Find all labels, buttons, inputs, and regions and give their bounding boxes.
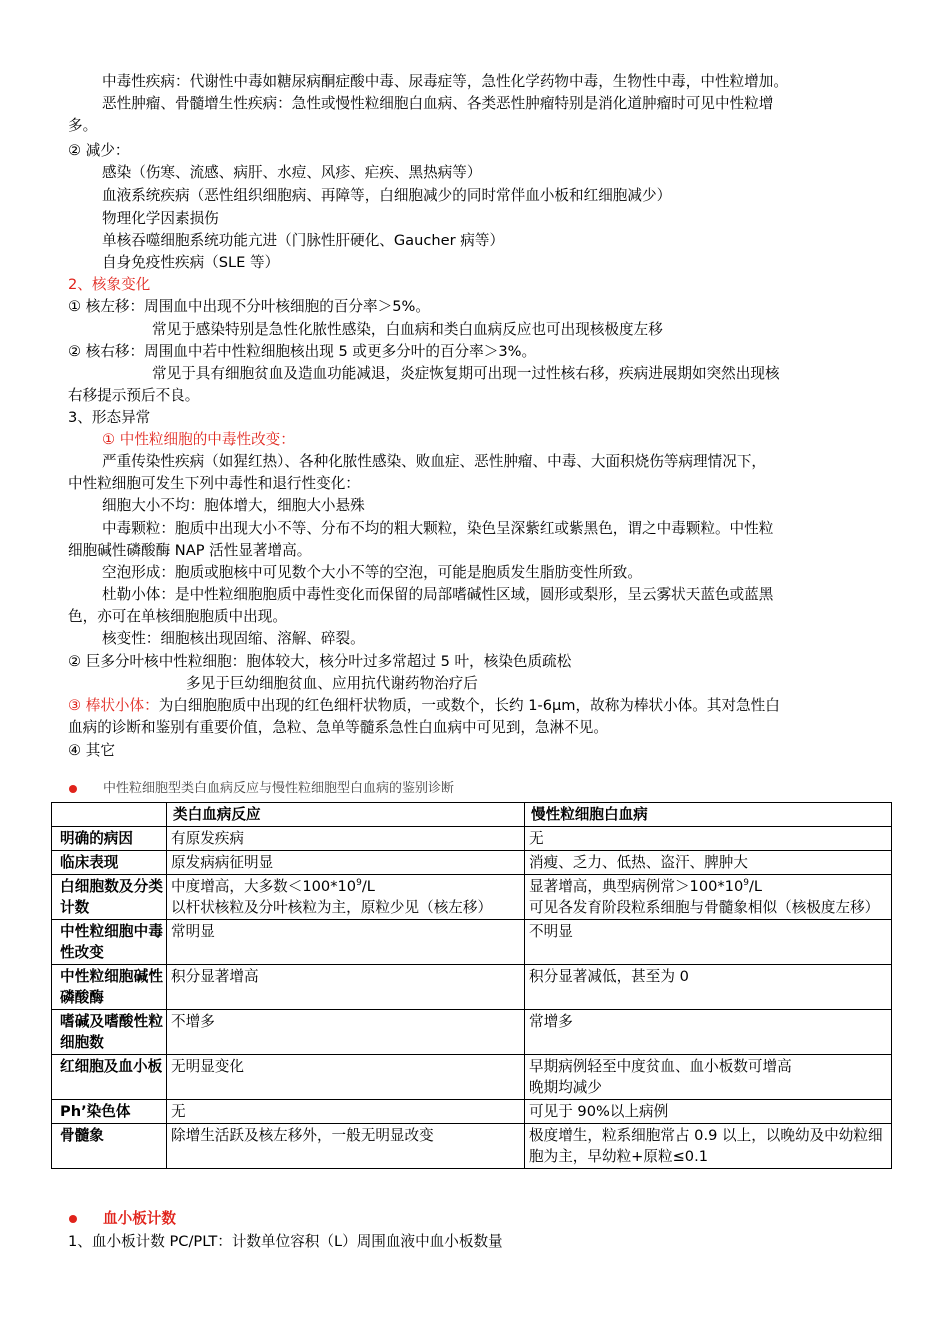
subheading-toxic-change: ① 中性粒细胞的中毒性改变： (102, 431, 295, 448)
table-cell: 积分显著增高 (167, 965, 525, 1010)
table-row (52, 875, 892, 920)
text-line: 细胞大小不均：胞体增大，细胞大小悬殊 (102, 497, 365, 514)
table-caption: 中性粒细胞型类白血病反应与慢性粒细胞型白血病的鉴别诊断 (103, 781, 455, 796)
exponent: 9 (356, 878, 362, 889)
table-cell: 无 (167, 1100, 525, 1124)
text-line: ② 核右移：周围血中若中性粒细胞核出现 5 或更多分叶的百分率＞3%。 (68, 343, 537, 360)
text-line: ④ 其它 (68, 742, 115, 759)
section-heading-nucleus-shift: 2、核象变化 (68, 276, 151, 293)
bullet-icon (69, 1215, 77, 1223)
row-label: 白细胞数及分类计数 (52, 875, 167, 920)
table-row (52, 965, 892, 1010)
header-cell: 慢性粒细胞白血病 (525, 803, 892, 827)
text-line: 色，亦可在单核细胞胞质中出现。 (68, 608, 287, 625)
table-row (52, 1100, 892, 1124)
row-label: 明确的病因 (52, 827, 167, 851)
table-cell: 不增多 (167, 1010, 525, 1055)
table-cell: 有原发疾病 (167, 827, 525, 851)
bullet-icon (69, 785, 77, 793)
table-row (52, 1010, 892, 1055)
table-cell: 无明显变化 (167, 1055, 525, 1100)
row-label: 中性粒细胞中毒性改变 (52, 920, 167, 965)
text-line: 常见于感染特别是急性化脓性感染，白血病和类白血病反应也可出现核极度左移 (152, 321, 663, 338)
text-line: 自身免疫性疾病（SLE 等） (102, 254, 280, 271)
text-line: ② 巨多分叶核中性粒细胞：胞体较大，核分叶过多常超过 5 叶，核染色质疏松 (68, 653, 572, 670)
text-line: 多见于巨幼细胞贫血、应用抗代谢药物治疗后 (186, 675, 478, 692)
table-cell (525, 875, 892, 920)
cell-text: 显著增高，典型病例常＞100*10 (529, 878, 744, 895)
text-span: 为白细胞胞质中出现的红色细杆状物质，一或数个，长约 1-6μm，故称为棒状小体。其对急性白 (158, 697, 780, 714)
text-line: 杜勒小体：是中性粒细胞胞质中毒性变化而保留的局部嗜碱性区域，圆形或梨形，呈云雾状天蓝色或蓝黑 (102, 586, 774, 603)
text-line: 血液系统疾病（恶性组织细胞病、再障等，白细胞减少的同时常伴血小板和红细胞减少） (102, 187, 672, 204)
cell-text: /L 以杆状核粒及分叶核粒为主，原粒少见（核左移） (171, 878, 493, 916)
row-label: Ph’染色体 (52, 1100, 167, 1124)
table-cell: 积分显著减低，甚至为 0 (525, 965, 892, 1010)
table-cell: 可见于 90%以上病例 (525, 1100, 892, 1124)
text-line: 多。 (68, 117, 98, 134)
text-line: ② 减少： (68, 142, 130, 159)
section-heading-morphology: 3、形态异常 (68, 409, 151, 426)
table-cell (167, 875, 525, 920)
table-row (52, 851, 892, 875)
table-cell: 除增生活跃及核左移外，一般无明显改变 (167, 1124, 525, 1169)
text-line: 核变性：细胞核出现固缩、溶解、碎裂。 (102, 630, 365, 647)
table-cell: 原发病病征明显 (167, 851, 525, 875)
row-label: 临床表现 (52, 851, 167, 875)
text-line: 中毒性疾病：代谢性中毒如糖尿病酮症酸中毒、尿毒症等，急性化学药物中毒，生物性中毒，中性粒增加。 (102, 73, 788, 90)
text-line: 感染（伤寒、流感、病肝、水痘、风疹、疟疾、黑热病等） (102, 164, 482, 181)
header-cell (52, 803, 167, 827)
table-row (52, 1055, 892, 1100)
section-heading-platelet: 血小板计数 (103, 1210, 176, 1227)
exponent: 9 (743, 878, 749, 889)
text-line: 空泡形成：胞质或胞核中可见数个大小不等的空泡，可能是胞质发生脂肪变性所致。 (102, 564, 642, 581)
text-line: 严重传染性疾病（如猩红热）、各种化脓性感染、败血症、恶性肿瘤、中毒、大面积烧伤等病理情况下， (102, 453, 767, 470)
table-cell: 无 (525, 827, 892, 851)
text-line: 单核吞噬细胞系统功能亢进（门脉性肝硬化、Gaucher 病等） (102, 232, 505, 249)
text-line: 右移提示预后不良。 (68, 387, 200, 404)
table-cell: 极度增生，粒系细胞常占 0.9 以上，以晚幼及中幼粒细胞为主，早幼粒+原粒≤0.1 (525, 1124, 892, 1169)
cell-text: 中度增高，大多数＜100*10 (171, 878, 357, 895)
text-line: 中毒颗粒：胞质中出现大小不等、分布不均的粗大颗粒，染色呈深紫红或紫黑色，谓之中毒颗粒。中性粒 (102, 520, 774, 537)
text-line: ① 核左移：周围血中出现不分叶核细胞的百分率＞5%。 (68, 298, 430, 315)
cell-text: /L 可见各发育阶段粒系细胞与骨髓象相似（核极度左移） (529, 878, 880, 916)
header-cell: 类白血病反应 (167, 803, 525, 827)
text-line: 常见于具有细胞贫血及造血功能减退，炎症恢复期可出现一过性核右移，疾病进展期如突然出现核 (152, 365, 780, 382)
text-line: 恶性肿瘤、骨髓增生性疾病：急性或慢性粒细胞白血病、各类恶性肿瘤特别是消化道肿瘤时可见中性粒增 (102, 95, 774, 112)
table-row (52, 1124, 892, 1169)
row-label: 中性粒细胞碱性磷酸酶 (52, 965, 167, 1010)
table-cell: 消瘦、乏力、低热、盗汗、脾肿大 (525, 851, 892, 875)
table-row (52, 827, 892, 851)
table-row (52, 920, 892, 965)
subheading-auer-rod: ③ 棒状小体： (68, 697, 159, 714)
table-header-row (52, 803, 892, 827)
table-cell: 早期病例轻至中度贫血、血小板数可增高 晚期均减少 (525, 1055, 892, 1100)
text-line: 中性粒细胞可发生下列中毒性和退行性变化： (68, 475, 360, 492)
row-label: 嗜碱及嗜酸性粒细胞数 (52, 1010, 167, 1055)
text-line: 血病的诊断和鉴别有重要价值，急粒、急单等髓系急性白血病中可见到，急淋不见。 (68, 719, 608, 736)
row-label: 骨髓象 (52, 1124, 167, 1169)
text-line: 物理化学因素损伤 (102, 210, 219, 227)
row-label: 红细胞及血小板 (52, 1055, 167, 1100)
table-cell: 常明显 (167, 920, 525, 965)
table-cell: 不明显 (525, 920, 892, 965)
text-line-auer-rod (68, 695, 780, 717)
text-line: 细胞碱性磷酸酶 NAP 活性显著增高。 (68, 542, 312, 559)
table-cell: 常增多 (525, 1010, 892, 1055)
text-line: 1、血小板计数 PC/PLT：计数单位容积（L）周围血液中血小板数量 (68, 1233, 503, 1250)
comparison-table (51, 802, 892, 1169)
